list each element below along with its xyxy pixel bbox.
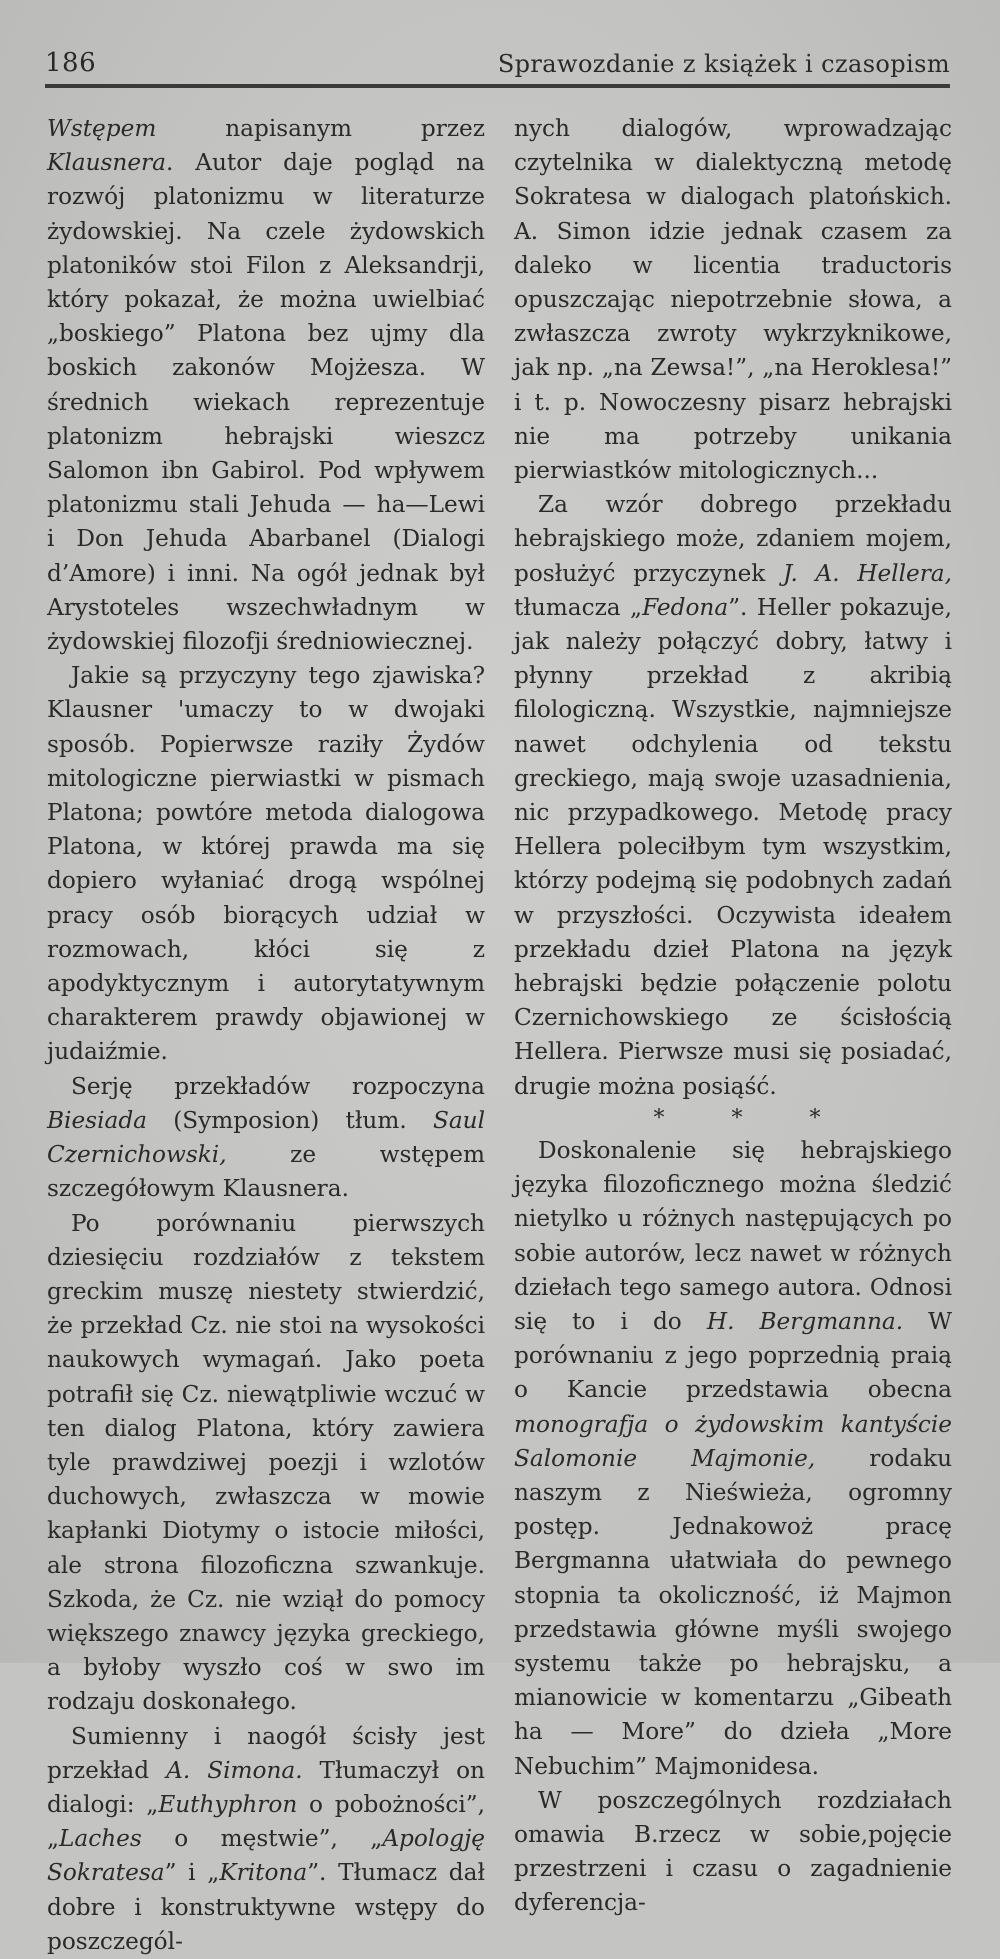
italic-text: Fedona: [642, 593, 729, 621]
text: Za wzór dobrego przekładu hebrajskiego może, zdaniem mojem, posłużyć przyczynek: [514, 491, 952, 587]
paragraph: [47, 1720, 485, 1959]
section-separator: * * *: [653, 1105, 851, 1131]
italic-text: Klausnera: [47, 149, 166, 177]
paragraph: [47, 112, 485, 659]
text: o męstwie”, „: [141, 1825, 383, 1853]
italic-text: H. Bergmanna.: [706, 1307, 904, 1335]
text: Tłumaczył on dialogi: „: [47, 1756, 485, 1818]
text: (Symposion) tłum.: [147, 1106, 433, 1134]
text: tłumacza „: [514, 593, 643, 621]
header-rule: [45, 84, 950, 88]
text: Serję przekładów rozpoczyna: [71, 1072, 485, 1100]
paragraph: W poszczególnych rozdziałach omawia B.rzecz w sobie,pojęcie przestrzeni i czasu o zagadnienie dyferencja-: [514, 1786, 952, 1917]
text: . Autor daje pogląd na rozwój platonizmu w literaturze żydowskiej. Na czele żydowskich platoników stoi Filon z Aleksandrji, który pokazał, że można uwielbiać „boskiego” Platona bez ujmy dla boskich zakonów Mojżesza. W średnich wiekach reprezentuje platonizm hebrajski wieszcz Salomon ibn Gabirol. Pod wpływem platonizmu stali Jehuda — ha—Lewi i Don Jehuda Abarbanel (Dialogi d’Amore) i inni. Na ogół jednak był Arystoteles wszechwładnym w żydowskiej filozofji średniowiecznej.: [47, 149, 485, 656]
left-column: [47, 112, 485, 1959]
paragraph: Jakie są przyczyny tego zjawiska? Klausner 'umaczy to w dwojaki sposób. Popierwsze raziły Żydów mitologiczne pierwiastki w pismach Platona; powtóre metoda dialogowa Platona, w której prawda ma się dopiero wyłaniać drogą wspólnej pracy osób biorących udział w rozmowach, kłóci się z apodyktycznym i autorytatywnym charakterem prawdy objawionej w judaiźmie.: [47, 662, 485, 1066]
italic-text: Biesiada: [47, 1106, 147, 1134]
running-head: Sprawozdanie z książek i czasopism: [497, 50, 950, 78]
italic-text: A. Simona.: [166, 1756, 303, 1784]
paragraph: [47, 1070, 485, 1207]
paragraph: nych dialogów, wprowadzając czytelnika w dialektyczną metodę Sokratesa w dialogach platońskich. A. Simon idzie jednak czasem za daleko w licentia traductoris opuszczając niepotrzebnie słowa, a zwłaszcza zwroty wykrzyknikowe, jak np. „na Zewsa!”, „na Heroklesa!” i t. p. Nowoczesny pisarz hebrajski nie ma potrzeby unikania pierwiastków mitologicznych...: [514, 115, 952, 485]
text: rodaku naszym z Nieświeża, ogromny postęp. Jednakowoż pracę Bergmanna ułatwiała do pewnego stopnia ta okoliczność, iż Majmon przedstawia główne myśli swojego systemu także po hebrajsku, a mianowicie w komentarzu „Gibeath ha — More” do dzieła „More Nebuchim” Majmonidesa.: [514, 1444, 952, 1780]
paragraph: [514, 488, 952, 1104]
page-number: 186: [45, 48, 97, 78]
text: ze wstępem szczegółowym Klausnera.: [47, 1141, 485, 1203]
text: ” i „: [164, 1859, 220, 1887]
text: Doskonalenie się hebrajskiego języka filozoficznego można śledzić nietylko u różnych następujących po sobie autorów, lecz nawet w różnych dziełach tego samego autora. Odnosi się to i do: [514, 1136, 952, 1335]
text: Sumienny i naogół ścisły jest przekład: [47, 1722, 485, 1784]
text: napisanym przez: [156, 115, 485, 142]
italic-text: J. A. Hellera,: [782, 559, 953, 587]
italic-text: Wstępem: [47, 115, 157, 142]
italic-text: Euthyphron: [158, 1790, 298, 1818]
italic-text: Apologję Sokratesa: [47, 1825, 485, 1887]
text: ”. Heller pokazuje, jak należy połączyć dobry, łatwy i płynny przekład z akribią filologiczną. Wszystkie, najmniejsze nawet odchylenia od tekstu greckiego, mają swoje uzasadnienia, nic przypadkowego. Metodę pracy Hellera poleciłbym tym wszystkim, którzy podejmą się podobnych zadań w przyszłości. Oczywista ideałem przekładu dzieł Platona na język hebrajski będzie połączenie polotu Czernichowskiego ze ścisłością Hellera. Pierwsze musi się posiadać, drugie można posiąść.: [514, 593, 952, 1100]
text: W porównaniu z jego poprzednią praią o Kancie przedstawia obecna: [514, 1307, 952, 1404]
text: o pobożności”, „: [47, 1790, 485, 1853]
page-header: [45, 48, 950, 82]
paragraph: Po porównaniu pierwszych dziesięciu rozdziałów z tekstem greckim muszę niestety stwierdzić, że przekład Cz. nie stoi na wysokości naukowych wymagań. Jako poeta potrafił się Cz. niewątpliwie wczuć w ten dialog Platona, który zawiera tyle prawdziwej poezji i wzlotów duchowych, zwłaszcza w mowie kapłanki Diotymy o istocie miłości, ale strona filozoficzna szwankuje. Szkoda, że Cz. nie wziął do pomocy większego znawcy języka greckiego, a byłoby wyszło coś w swo im rodzaju doskonałego.: [47, 1209, 485, 1716]
paragraph: [514, 1134, 952, 1784]
italic-text: Laches: [59, 1825, 142, 1853]
italic-text: Saul Czernichowski,: [47, 1106, 485, 1169]
italic-text: Kritona: [219, 1859, 308, 1887]
text: ”. Tłumacz dał dobre i konstruktywne wstępy do poszczegól-: [47, 1859, 485, 1955]
italic-text: monografja o żydowskim kantyście Salomonie Majmonie,: [514, 1410, 952, 1472]
right-column: [514, 112, 952, 1921]
